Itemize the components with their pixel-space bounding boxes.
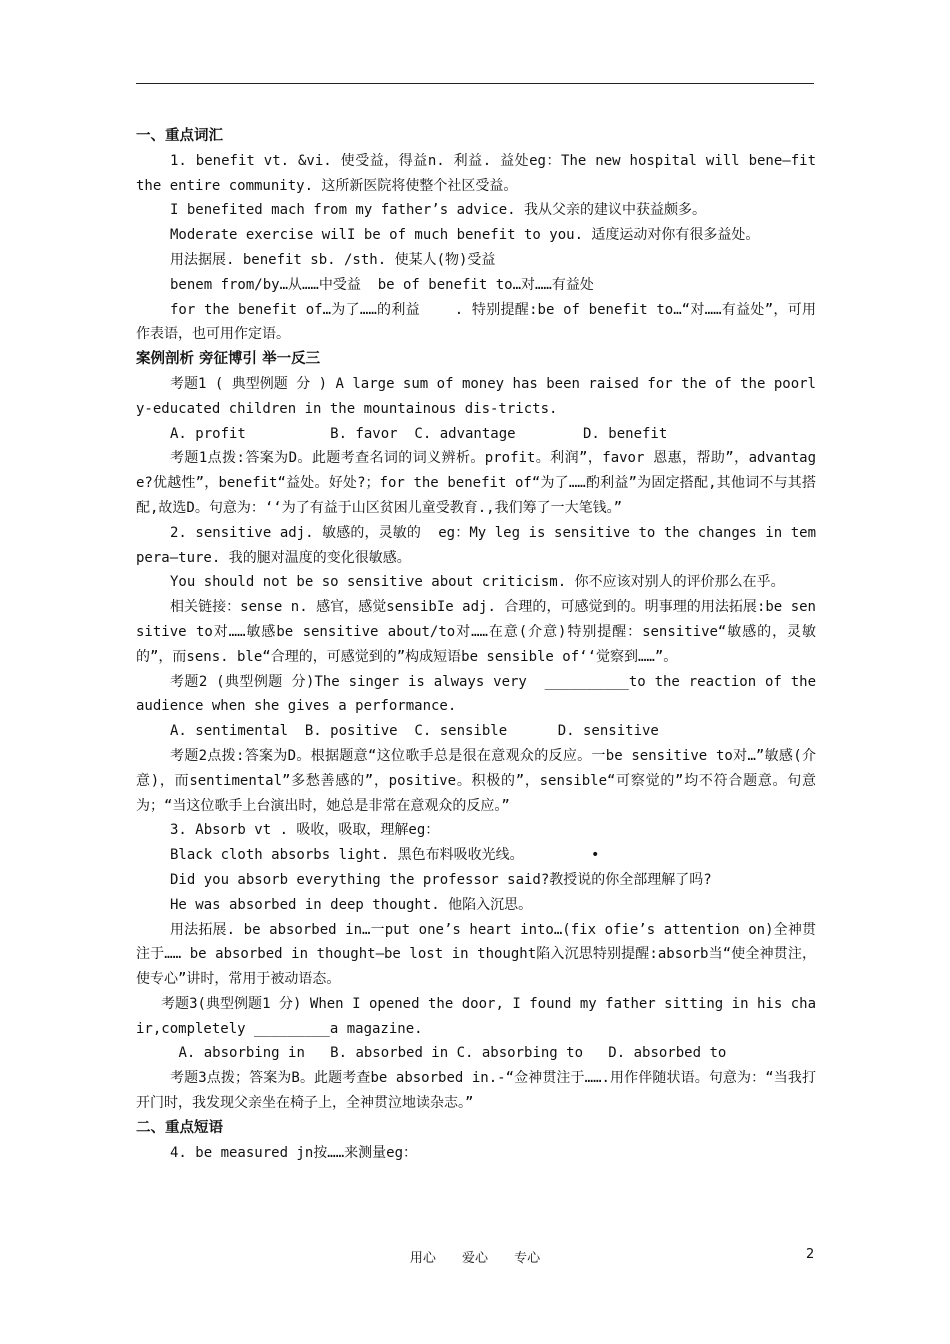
paragraph: You should not be so sensitive about criticism. 你不应该对别人的评价那么在乎。 xyxy=(170,574,785,591)
page-number: 2 xyxy=(806,1247,815,1262)
answer-explanation: 考题1点拨:答案为D。此题考查名词的词义辨析。profit。利润”，favor 恩惠，帮助”，advantage?优越性”，benefit“益处。好处?；for the benefit of“为了……酌利益”为固定搭配,其他词不与其搭配,故选D。句意为：‘‘为了有益于山区贫困儿童受教育.,我们筹了一大笔钱。” xyxy=(136,450,816,516)
paragraph: Did you absorb everything the professor said?教授说的你全部理解了吗? xyxy=(170,871,712,888)
paragraph: 相关链接：sense n. 感官，感觉sensibIe adj. 合理的，可感觉到的。明事理的用法拓展:be sensitive to对……敏感be sensitive about/to对……在意(介意)特别提醒：sensitive“敏感的，灵敏的”，而sens. ble“合理的，可感觉到的”构成短语be sensible of‘‘觉察到……”。 xyxy=(136,599,816,665)
section-heading-phrases: 二、重点短语 xyxy=(136,1119,223,1136)
paragraph: 3. Absorb vt . 吸收，吸取，理解eg： xyxy=(170,822,440,839)
document-body xyxy=(136,124,825,1165)
paragraph: I benefited mach from my father’s advice. 我从父亲的建议中获益颇多。 xyxy=(170,202,707,219)
paragraph: for the benefit of…为了……的利益 . 特别提醒:be of benefit to…“对……有益处”，可用作表语，也可用作定语。 xyxy=(136,301,816,343)
section-heading-cases: 案例剖析 旁征博引 举一反三 xyxy=(136,351,321,368)
question: 考题1 ( 典型例题 分 ) A large sum of money has been raised for the of the poorly-educated children in the mountainous dis-tricts. xyxy=(136,375,816,417)
paragraph: benem from/by…从……中受益 be of benefit to…对……有益处 xyxy=(170,276,594,293)
question: 考题3(典型例题1 分) When I opened the door, I found my father sitting in his chair,completely _________a magazine. xyxy=(136,995,816,1037)
paragraph: 1. benefit vt. &vi. 使受益，得益n. 利益. 益处eg：The new hospital will bene—fit the entire community. 这所新医院将使整个社区受益。 xyxy=(136,152,825,194)
footer-motto: 用心 爱心 专心 xyxy=(409,1251,541,1266)
paragraph: 4. be measured jn按……来测量eg： xyxy=(170,1144,418,1161)
paragraph: Moderate exercise wilI be of much benefit to you. 适度运动对你有很多益处。 xyxy=(170,227,760,244)
paragraph: 用法据展. benefit sb. /sth. 使某人(物)受益 xyxy=(170,251,496,268)
answer-options: A. absorbing in B. absorbed in C. absorbing to D. absorbed to xyxy=(170,1045,727,1062)
paragraph: 用法拓展. be absorbed in…一put one’s heart into…(fix ofie’s attention on)全神贯注于…… be absorbed in thought—be lost in thought陷入沉思特别提醒:absorb当“使全神贯注，使专心”讲时，常用于被动语态。 xyxy=(136,921,816,988)
paragraph: He was absorbed in deep thought. 他陷入沉思。 xyxy=(170,896,533,913)
paragraph: 2. sensitive adj. 敏感的，灵敏的 eg：My leg is sensitive to the changes in tempera—ture. 我的腿对温度的变化很敏感。 xyxy=(136,524,816,566)
answer-explanation: 考题2点拨:答案为D。根据题意“这位歌手总是很在意观众的反应。一be sensitive to对…”敏感(介意)，而sentimental”多愁善感的”，positive。积极的”，sensible“可察觉的”均不符合题意。句意为；“当这位歌手上台演出时，她总是非常在意观众的反应。” xyxy=(136,747,816,814)
paragraph: Black cloth absorbs light. 黑色布料吸收光线。 • xyxy=(170,847,600,864)
answer-options: A. profit B. favor C. advantage D. benefit xyxy=(170,425,668,442)
question: 考题2 (典型例题 分)The singer is always very __________to the reaction of the audience when she gives a performance. xyxy=(136,673,825,715)
answer-explanation: 考题3点拨；答案为B。此题考查be absorbed in.-“佥神贯注于…….用作伴随状语。句意为：“当我打开门时，我发现父亲坐在椅子上，全神贯泣地读杂志。” xyxy=(136,1070,816,1112)
section-heading-vocabulary: 一、重点词汇 xyxy=(136,128,223,144)
header-rule xyxy=(136,83,814,84)
answer-options: A. sentimental B. positive C. sensible D. sensitive xyxy=(170,723,659,740)
